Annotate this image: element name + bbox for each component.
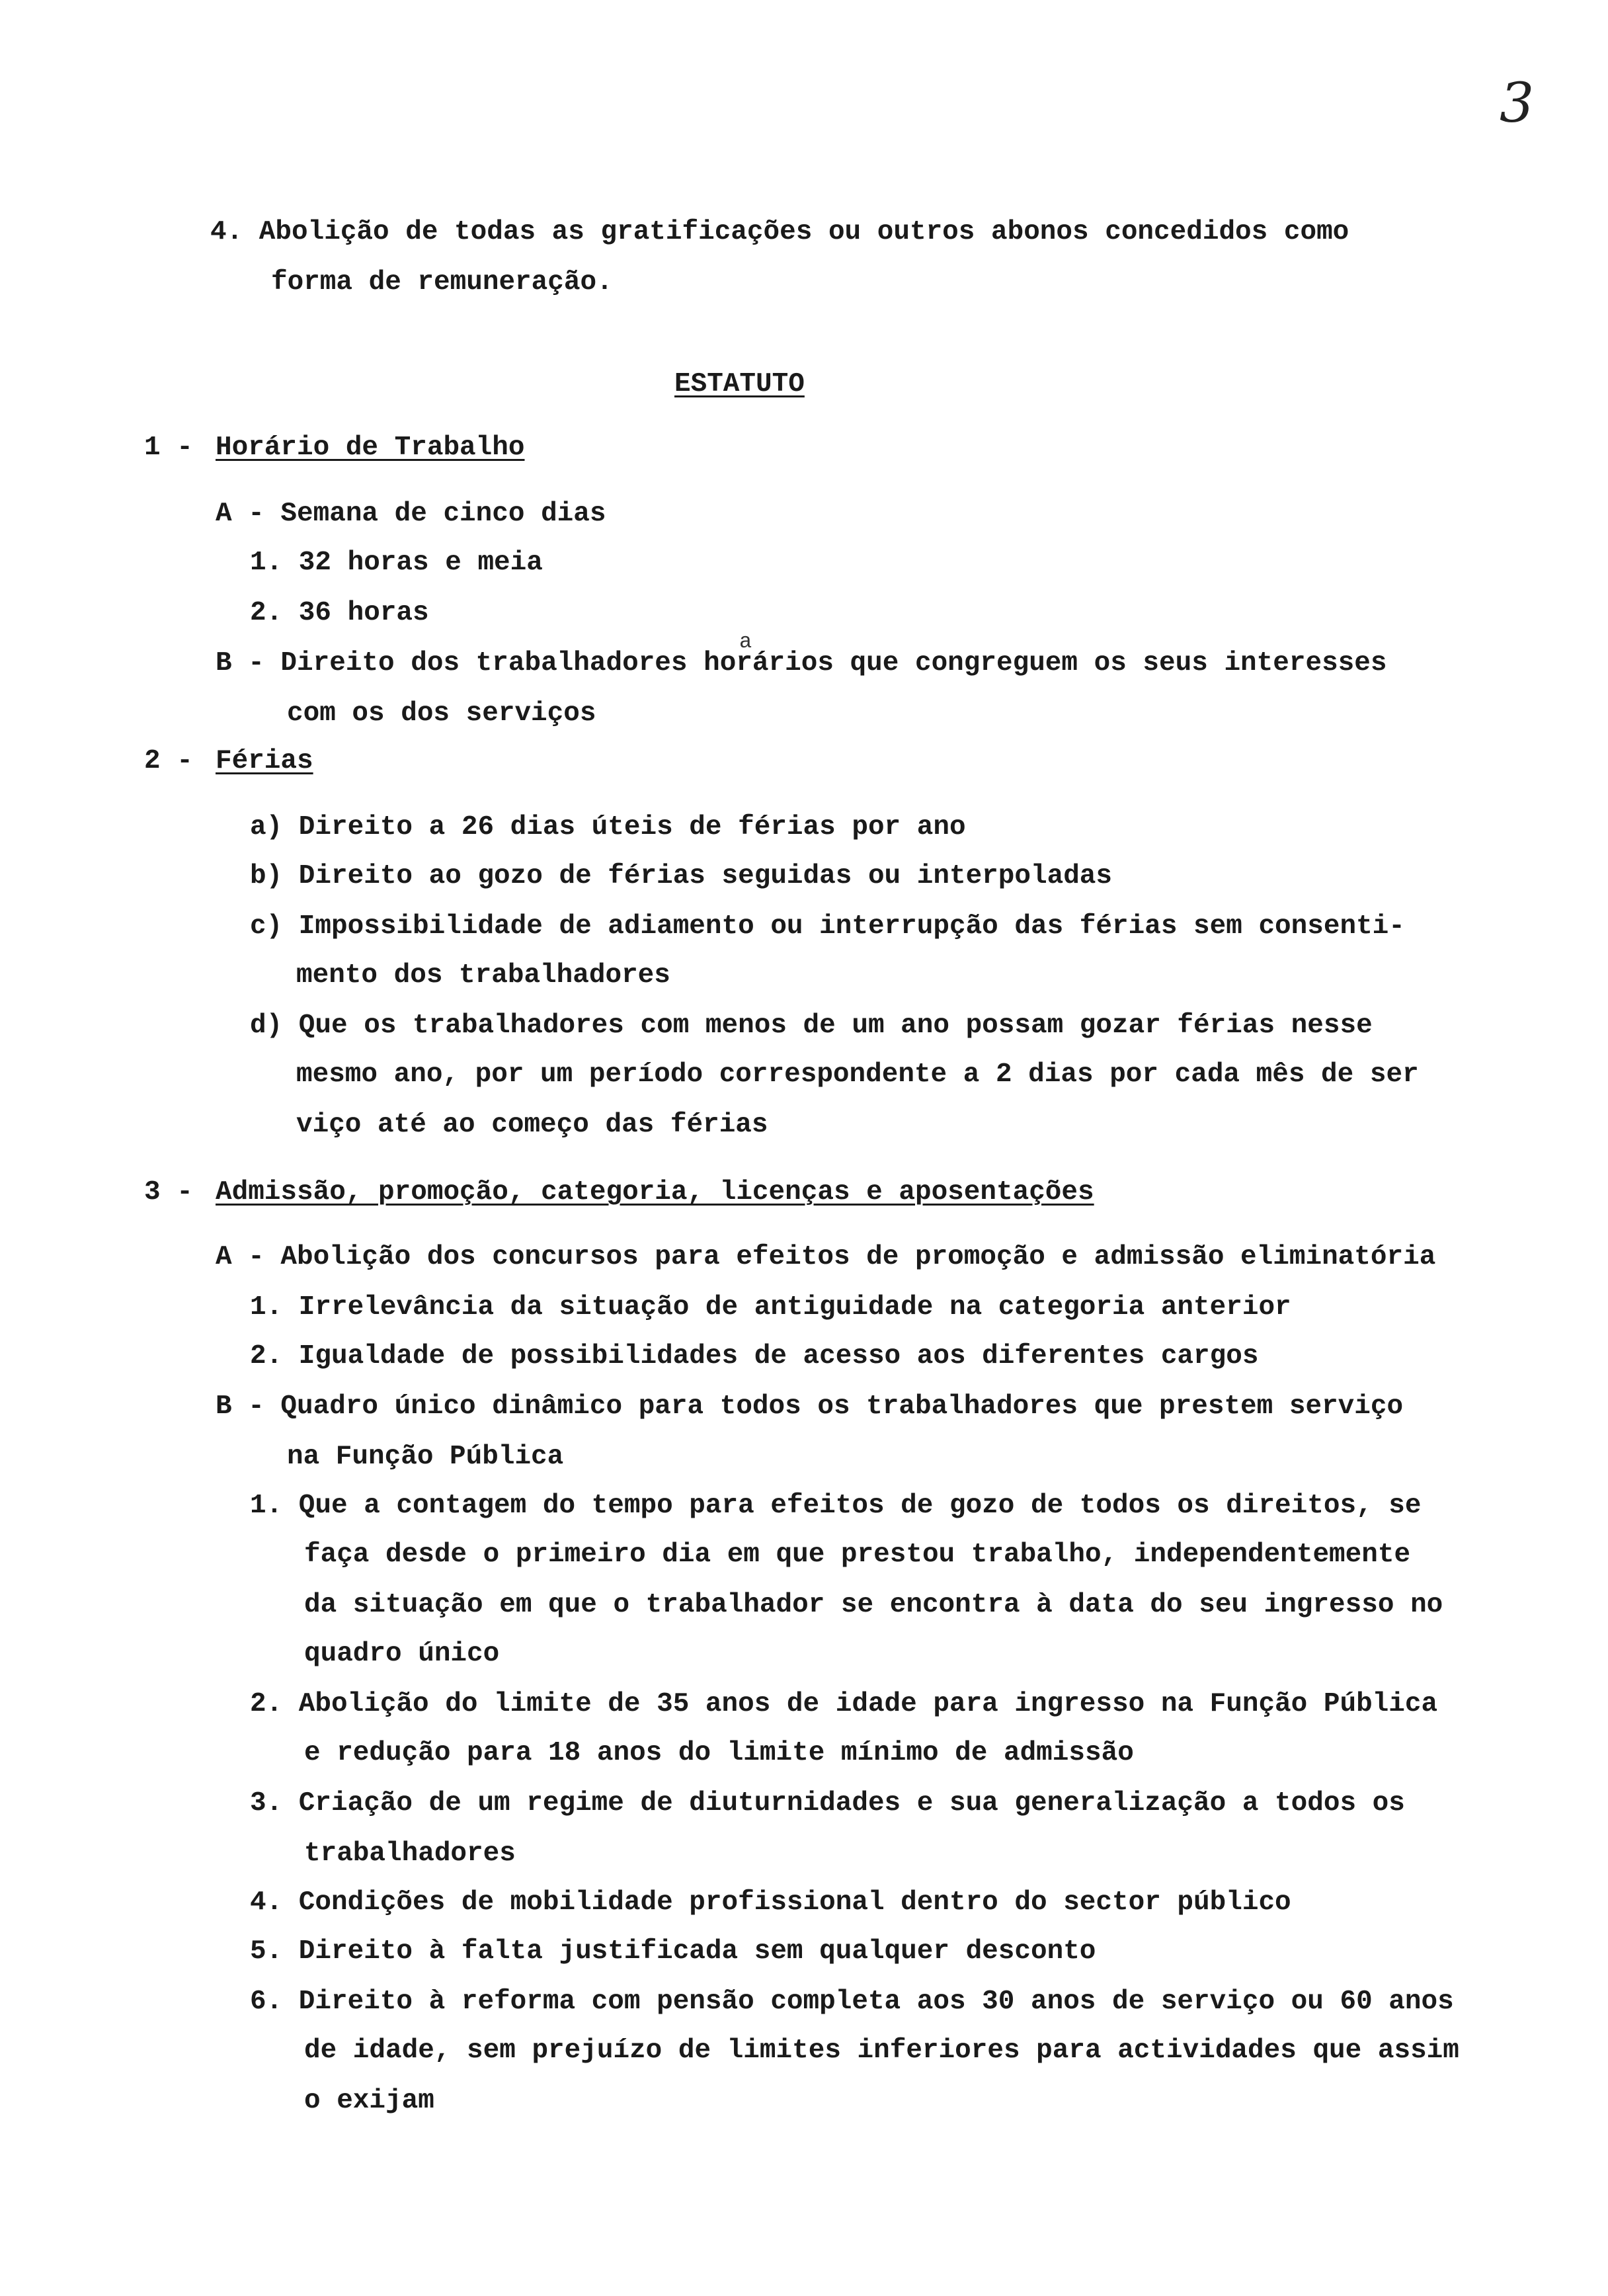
section-2-label: 2 - xyxy=(144,746,193,776)
intro-item-4-line-1: 4. Abolição de todas as gratificações ou outros abonos concedidos como xyxy=(210,217,1349,247)
section-1-b-line-1: B - Direito dos trabalhadores horários que congreguem os seus interesses xyxy=(216,648,1387,678)
section-2-c-line-1: c) Impossibilidade de adiamento ou interrupção das férias sem consenti- xyxy=(250,911,1405,942)
section-3-header xyxy=(144,1176,1094,1209)
section-1-a: A - Semana de cinco dias xyxy=(216,499,606,529)
section-3-label: 3 - xyxy=(144,1177,193,1208)
section-3-b-2-line-2: e redução para 18 anos do limite mínimo de admissão xyxy=(304,1738,1134,1768)
section-2-header xyxy=(144,745,313,778)
section-3-b-3-line-1: 3. Criação de um regime de diuturnidades e sua generalização a todos os xyxy=(250,1788,1405,1819)
section-3-b-6-line-3: o exijam xyxy=(304,2086,434,2116)
section-1-label: 1 - xyxy=(144,432,193,463)
page-number: 3 xyxy=(1500,72,1535,135)
section-3-a-1: 1. Irrelevância da situação de antiguidade na categoria anterior xyxy=(250,1292,1291,1323)
handwritten-insertion: a xyxy=(739,630,752,654)
section-3-b-4: 4. Condições de mobilidade profissional dentro do sector público xyxy=(250,1887,1291,1918)
section-2-a: a) Direito a 26 dias úteis de férias por ano xyxy=(250,812,966,842)
section-3-b-5: 5. Direito à falta justificada sem qualquer desconto xyxy=(250,1936,1096,1967)
section-3-b-line-2: na Função Pública xyxy=(287,1442,564,1472)
section-2-c-line-2: mento dos trabalhadores xyxy=(296,960,670,991)
section-2-heading: Férias xyxy=(216,746,313,776)
section-2-d-line-2: mesmo ano, por um período correspondente a 2 dias por cada mês de ser xyxy=(296,1059,1419,1090)
section-3-heading: Admissão, promoção, categoria, licenças e aposentações xyxy=(216,1177,1094,1208)
section-3-a: A - Abolição dos concursos para efeitos de promoção e admissão eliminatória xyxy=(216,1242,1436,1272)
section-3-b-1-line-1: 1. Que a contagem do tempo para efeitos de gozo de todos os direitos, se xyxy=(250,1491,1422,1521)
section-3-b-1-line-2: faça desde o primeiro dia em que prestou trabalho, independentemente xyxy=(304,1539,1411,1570)
section-3-b-6-line-1: 6. Direito à reforma com pensão completa aos 30 anos de serviço ou 60 anos xyxy=(250,1987,1454,2017)
section-1-heading: Horário de Trabalho xyxy=(216,432,525,463)
section-3-a-2: 2. Igualdade de possibilidades de acesso aos diferentes cargos xyxy=(250,1341,1259,1372)
section-3-b-6-line-2: de idade, sem prejuízo de limites inferiores para actividades que assim xyxy=(304,2035,1459,2066)
section-2-b: b) Direito ao gozo de férias seguidas ou interpoladas xyxy=(250,861,1113,891)
section-2-d-line-3: viço até ao começo das férias xyxy=(296,1110,768,1140)
section-2-d-line-1: d) Que os trabalhadores com menos de um ano possam gozar férias nesse xyxy=(250,1010,1373,1041)
intro-item-4-line-2: forma de remuneração. xyxy=(271,267,613,298)
section-1-header xyxy=(144,431,524,464)
section-3-b-line-1: B - Quadro único dinâmico para todos os trabalhadores que prestem serviço xyxy=(216,1391,1404,1422)
document-title: ESTATUTO xyxy=(674,369,805,399)
section-3-b-2-line-1: 2. Abolição do limite de 35 anos de idade para ingresso na Função Pública xyxy=(250,1689,1438,1719)
section-1-a-2: 2. 36 horas xyxy=(250,598,429,628)
section-1-b-line-2: com os dos serviços xyxy=(287,698,596,729)
section-1-a-1: 1. 32 horas e meia xyxy=(250,548,543,578)
section-3-b-3-line-2: trabalhadores xyxy=(304,1838,516,1869)
section-3-b-1-line-4: quadro único xyxy=(304,1639,500,1669)
section-3-b-1-line-3: da situação em que o trabalhador se encontra à data do seu ingresso no xyxy=(304,1590,1443,1620)
